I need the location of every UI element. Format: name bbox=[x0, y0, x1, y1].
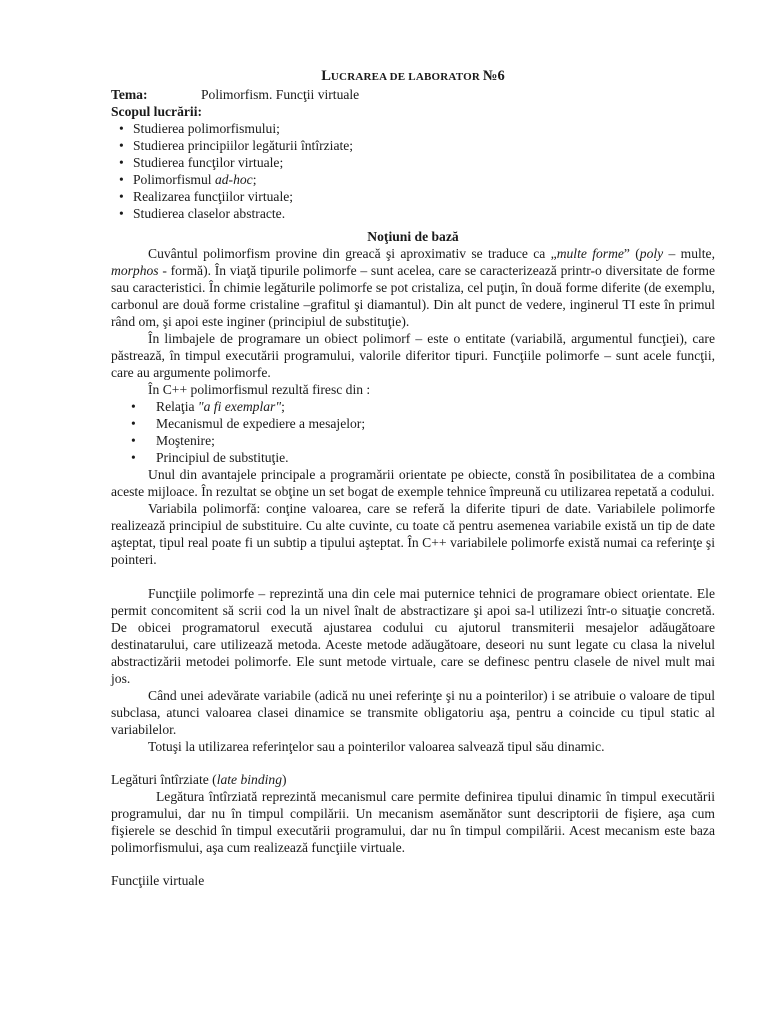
bullet-icon: • bbox=[131, 399, 136, 414]
list-item: • Moştenire; bbox=[131, 433, 215, 448]
tema-row bbox=[111, 86, 715, 103]
list-item: • Studierea claselor abstracte. bbox=[119, 206, 286, 221]
document-body bbox=[111, 67, 715, 889]
bullet-icon: • bbox=[119, 121, 124, 136]
paragraph-variabila: Variabila polimorfă: conţine valoarea, care se referă la diferite tipuri de date. Variabilele polimorfe realizează principiul de substituire. Cu alte cuvinte, cu toate că pentru asemenea variabile există un tip de date aşteptat, tipul real poate fi un subtip a tipului aşteptat. În C++ variabilele polimorfe există numai ca referinţe şi pointeri. bbox=[111, 501, 715, 567]
list-item: • Studierea polimorfismului; bbox=[119, 121, 280, 136]
paragraph-referinte: Totuşi la utilizarea referinţelor sau a pointerilor valoarea salvează tipul său dinamic. bbox=[148, 739, 605, 754]
tema-value: Polimorfism. Funcţii virtuale bbox=[201, 87, 360, 102]
bullet-icon: • bbox=[131, 416, 136, 431]
scopul-list bbox=[111, 120, 715, 222]
legaturi-heading: Legături întîrziate (late binding) bbox=[111, 772, 287, 787]
list-item: • Realizarea funcţiilor virtuale; bbox=[119, 189, 294, 204]
paragraph-cpp: În C++ polimorfismul rezultă firesc din : bbox=[148, 382, 371, 397]
functii-virtuale-heading: Funcţiile virtuale bbox=[111, 873, 205, 888]
list-item: • Studierea principiilor legăturii întîrziate; bbox=[119, 138, 354, 153]
list-item: • Studierea funcţilor virtuale; bbox=[119, 155, 284, 170]
bullet-icon: • bbox=[119, 189, 124, 204]
paragraph-atribuire: Când unei adevărate variabile (adică nu unei referinţe şi nu a pointerilor) i se atribuie o valoare de tipul subclasa, atunci valoarea clasei dinamice se transmite obligatoriu aşa, pentru a coincide cu tipul static al variabilelor. bbox=[111, 688, 715, 737]
paragraph-functii-polimorfe: Funcţiile polimorfe – reprezintă una din cele mai puternice tehnici de programare obiect orientate. Ele permit concomitent să scrii cod la un nivel înalt de abstractizare şi apoi sa-l utilizezi într-o situaţie concretă. De obicei programatorul execută ajustarea codului cu ajutorul transmiterii mesajelor adăugătoare destinatarului, care utilizează metoda. Aceste metode adăugătoare, deseori nu sunt legate cu clasa la nivelul abstractizării metodei polimorfe. Ele sunt metode virtuale, care se definesc pentru clasele de nivel mult mai jos. bbox=[111, 586, 715, 686]
bullet-icon: • bbox=[119, 172, 124, 187]
cpp-list bbox=[111, 398, 715, 466]
bullet-icon: • bbox=[119, 155, 124, 170]
paragraph-avantaje: Unul din avantajele principale a programării orientate pe obiecte, constă în posibilitatea de a combina aceste mijloace. În rezultat se obţine un set bogat de exemple tehnice împreună cu utilizarea repetată a codului. bbox=[111, 467, 715, 499]
list-item: • Relaţia "a fi exemplar"; bbox=[131, 399, 285, 414]
bullet-icon: • bbox=[119, 206, 124, 221]
paragraph-limbaje: În limbajele de programare un obiect polimorf – este o entitate (variabilă, argumentul funcţiei), care păstrează, în timpul executării programului, valorile diferitor tipuri. Funcţiile polimorfe – sunt acele funcţii, care au argumente polimorfe. bbox=[111, 331, 715, 380]
bullet-icon: • bbox=[131, 433, 136, 448]
page-title: LUCRAREA DE LABORATOR №6 bbox=[321, 68, 505, 84]
list-item: • Principiul de substituţie. bbox=[131, 450, 289, 465]
paragraph-polimorfism: Cuvântul polimorfism provine din greacă şi aproximativ se traduce ca „multe forme” (poly – multe, morphos - formă). În viaţă tipurile polimorfe – sunt acelea, care se caracterizează printr-o diversitate de forme sau caracteristici. În chimie legăturile polimorfe se pot cristaliza, cel puţin, în două forme diferite (de exemplu, carbonul are două forme cristaline –grafitul şi diamantul). Din alt punct de vedere, inginerul TI este în primul rând om, şi apoi este inginer (principiul de substituţie). bbox=[111, 246, 715, 329]
scopul-heading: Scopul lucrării: bbox=[111, 104, 203, 119]
bullet-icon: • bbox=[119, 138, 124, 153]
bullet-icon: • bbox=[131, 450, 136, 465]
tema-label: Tema: bbox=[111, 87, 148, 102]
list-item: • Mecanismul de expediere a mesajelor; bbox=[131, 416, 366, 431]
notiuni-heading: Noţiuni de bază bbox=[367, 229, 459, 244]
list-item: • Polimorfismul ad-hoc; bbox=[119, 172, 257, 187]
paragraph-late-binding: Legătura întîrziată reprezintă mecanismul care permite definirea tipului dinamic în timpul executării programului, dar nu în timpul compilării. Un mecanism asemănător sunt descriptorii de fişiere, aşa cum fişierele se deschid în timpul executării programului, dar nu în timpul compilării. Acest mecanism este baza polimorfismului, aşa cum realizează funcţiile virtuale. bbox=[111, 789, 715, 855]
